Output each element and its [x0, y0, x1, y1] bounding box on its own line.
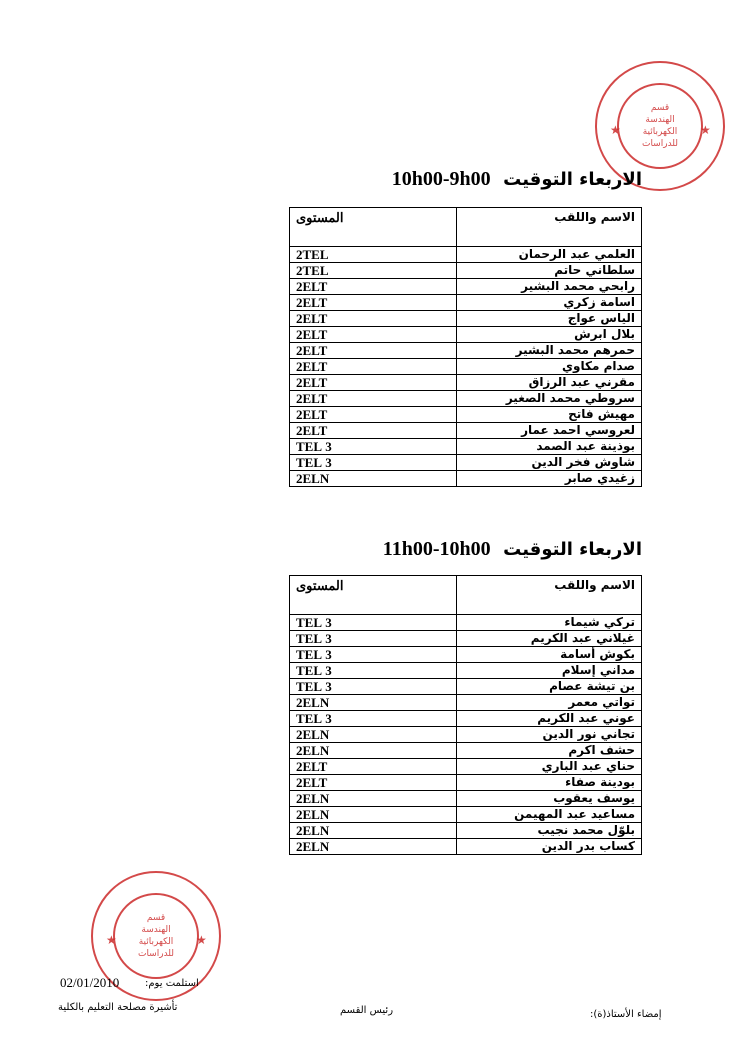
student-level-cell: 2ELT: [290, 311, 457, 327]
heading-time-range: 10h00-9h00: [391, 168, 491, 190]
student-name-cell: مقرني عبد الرزاق: [457, 375, 642, 391]
student-level-cell: 2ELN: [290, 839, 457, 855]
stamp-star-icon: ★: [700, 123, 711, 137]
student-name-cell: بودينة صفاء: [457, 775, 642, 791]
received-date: 02/01/2010: [60, 975, 120, 990]
stamp-star-icon: ★: [196, 933, 207, 947]
student-level-cell: 2ELT: [290, 327, 457, 343]
student-name-cell: حشف اكرم: [457, 743, 642, 759]
student-level-cell: 2ELT: [290, 343, 457, 359]
table-row: [290, 631, 642, 647]
heading-time-range: 11h00-10h00: [382, 538, 491, 560]
stamp-star-icon: ★: [106, 933, 117, 947]
student-level-cell: 2ELT: [290, 423, 457, 439]
student-level-cell: 2ELN: [290, 471, 457, 487]
table-row: [290, 775, 642, 791]
student-level-cell: 2ELN: [290, 727, 457, 743]
student-name-cell: العلمي عبد الرحمان: [457, 247, 642, 263]
student-name-cell: مهيش فاتح: [457, 407, 642, 423]
table-row: [290, 743, 642, 759]
stamp-center-line: الكهربائية: [642, 127, 678, 137]
table-row: [290, 247, 642, 263]
table-row: [290, 663, 642, 679]
column-header-name: الاسم واللقب: [457, 208, 642, 247]
table-row: [290, 647, 642, 663]
student-level-cell: 2ELT: [290, 295, 457, 311]
table-header-row: [290, 576, 642, 615]
student-name-cell: رابحي محمد البشير: [457, 279, 642, 295]
table-row: [290, 679, 642, 695]
student-name-cell: يوسف يعقوب: [457, 791, 642, 807]
table-row: [290, 359, 642, 375]
student-name-cell: زغيدي صابر: [457, 471, 642, 487]
student-level-cell: 2ELT: [290, 279, 457, 295]
table-row: [290, 343, 642, 359]
student-name-cell: لعروسي احمد عمار: [457, 423, 642, 439]
student-name-cell: بن تيشة عصام: [457, 679, 642, 695]
table-row: [290, 471, 642, 487]
student-level-cell: 2ELT: [290, 407, 457, 423]
student-name-cell: سلطاني حاتم: [457, 263, 642, 279]
student-level-cell: 2ELN: [290, 791, 457, 807]
student-name-cell: سروطي محمد الصغير: [457, 391, 642, 407]
stamp-center-line: الكهربائية: [138, 937, 174, 947]
table-row: [290, 839, 642, 855]
table-row: [290, 311, 642, 327]
student-level-cell: 2TEL: [290, 247, 457, 263]
table-row: [290, 279, 642, 295]
table-row: [290, 455, 642, 471]
stamp-center-line: قسم: [146, 913, 166, 923]
student-level-cell: 2ELT: [290, 359, 457, 375]
table-row: [290, 807, 642, 823]
students-table-1: [289, 207, 642, 487]
student-level-cell: 2TEL: [290, 263, 457, 279]
student-level-cell: 3 TEL: [290, 647, 457, 663]
column-header-name: الاسم واللقب: [457, 576, 642, 615]
student-name-cell: تركي شيماء: [457, 615, 642, 631]
table-row: [290, 615, 642, 631]
student-level-cell: 2ELT: [290, 391, 457, 407]
table-row: [290, 391, 642, 407]
student-name-cell: تواتي معمر: [457, 695, 642, 711]
table-row: [290, 263, 642, 279]
student-name-cell: مساعيد عبد المهيمن: [457, 807, 642, 823]
table-row: [290, 295, 642, 311]
student-level-cell: 2ELT: [290, 375, 457, 391]
stamp-center-line: الهندسة: [141, 925, 171, 935]
schedule-heading-2: [383, 538, 642, 561]
heading-day-label: الاربعاء التوقيت: [503, 169, 642, 190]
table-row: [290, 823, 642, 839]
student-name-cell: حناي عبد الباري: [457, 759, 642, 775]
received-label: استلمت يوم:: [145, 978, 199, 989]
table-row: [290, 327, 642, 343]
student-level-cell: 3 TEL: [290, 631, 457, 647]
student-name-cell: بلوّل محمد نجيب: [457, 823, 642, 839]
stamp-center-line: قسم: [650, 103, 670, 113]
student-level-cell: 3 TEL: [290, 711, 457, 727]
student-name-cell: مداني إسلام: [457, 663, 642, 679]
student-level-cell: 2ELN: [290, 695, 457, 711]
heading-day-label: الاربعاء التوقيت: [503, 539, 642, 560]
student-level-cell: 3 TEL: [290, 439, 457, 455]
student-level-cell: 2ELN: [290, 823, 457, 839]
teacher-signature-label: إمضاء الأستاذ(ة):: [590, 1009, 662, 1020]
schedule-heading-1: [392, 168, 642, 191]
student-name-cell: تجاني نور الدين: [457, 727, 642, 743]
stamp-star-icon: ★: [610, 123, 621, 137]
table-row: [290, 439, 642, 455]
student-name-cell: كساب بدر الدين: [457, 839, 642, 855]
student-level-cell: 3 TEL: [290, 663, 457, 679]
student-name-cell: بكوش أسامة: [457, 647, 642, 663]
students-table-2: [289, 575, 642, 855]
column-header-level: المستوى: [290, 208, 457, 247]
table-row: [290, 791, 642, 807]
table-row: [290, 423, 642, 439]
table-row: [290, 711, 642, 727]
student-name-cell: بلال ابرش: [457, 327, 642, 343]
student-name-cell: صدام مكاوي: [457, 359, 642, 375]
column-header-level: المستوى: [290, 576, 457, 615]
student-level-cell: 2ELT: [290, 759, 457, 775]
student-level-cell: 3 TEL: [290, 455, 457, 471]
student-name-cell: حمرهم محمد البشير: [457, 343, 642, 359]
table-row: [290, 759, 642, 775]
student-level-cell: 2ELN: [290, 743, 457, 759]
table-row: [290, 695, 642, 711]
stamp-center-line: الهندسة: [645, 115, 675, 125]
student-name-cell: الياس عواج: [457, 311, 642, 327]
student-name-cell: غيلاني عبد الكريم: [457, 631, 642, 647]
stamp-center-line: للدراسات: [641, 139, 679, 149]
table-row: [290, 727, 642, 743]
student-level-cell: 3 TEL: [290, 615, 457, 631]
table-header-row: [290, 208, 642, 247]
student-name-cell: شاوش فخر الدين: [457, 455, 642, 471]
student-name-cell: اسامة زكري: [457, 295, 642, 311]
student-level-cell: 3 TEL: [290, 679, 457, 695]
student-level-cell: 2ELT: [290, 775, 457, 791]
student-name-cell: عوني عبد الكريم: [457, 711, 642, 727]
faculty-visa-label: تأشيرة مصلحة التعليم بالكلية: [58, 1002, 178, 1013]
table-row: [290, 375, 642, 391]
head-of-department-label: رئيس القسم: [340, 1005, 394, 1016]
student-level-cell: 2ELN: [290, 807, 457, 823]
student-name-cell: بوذينة عبد الصمد: [457, 439, 642, 455]
stamp-center-line: للدراسات: [137, 949, 175, 959]
table-row: [290, 407, 642, 423]
